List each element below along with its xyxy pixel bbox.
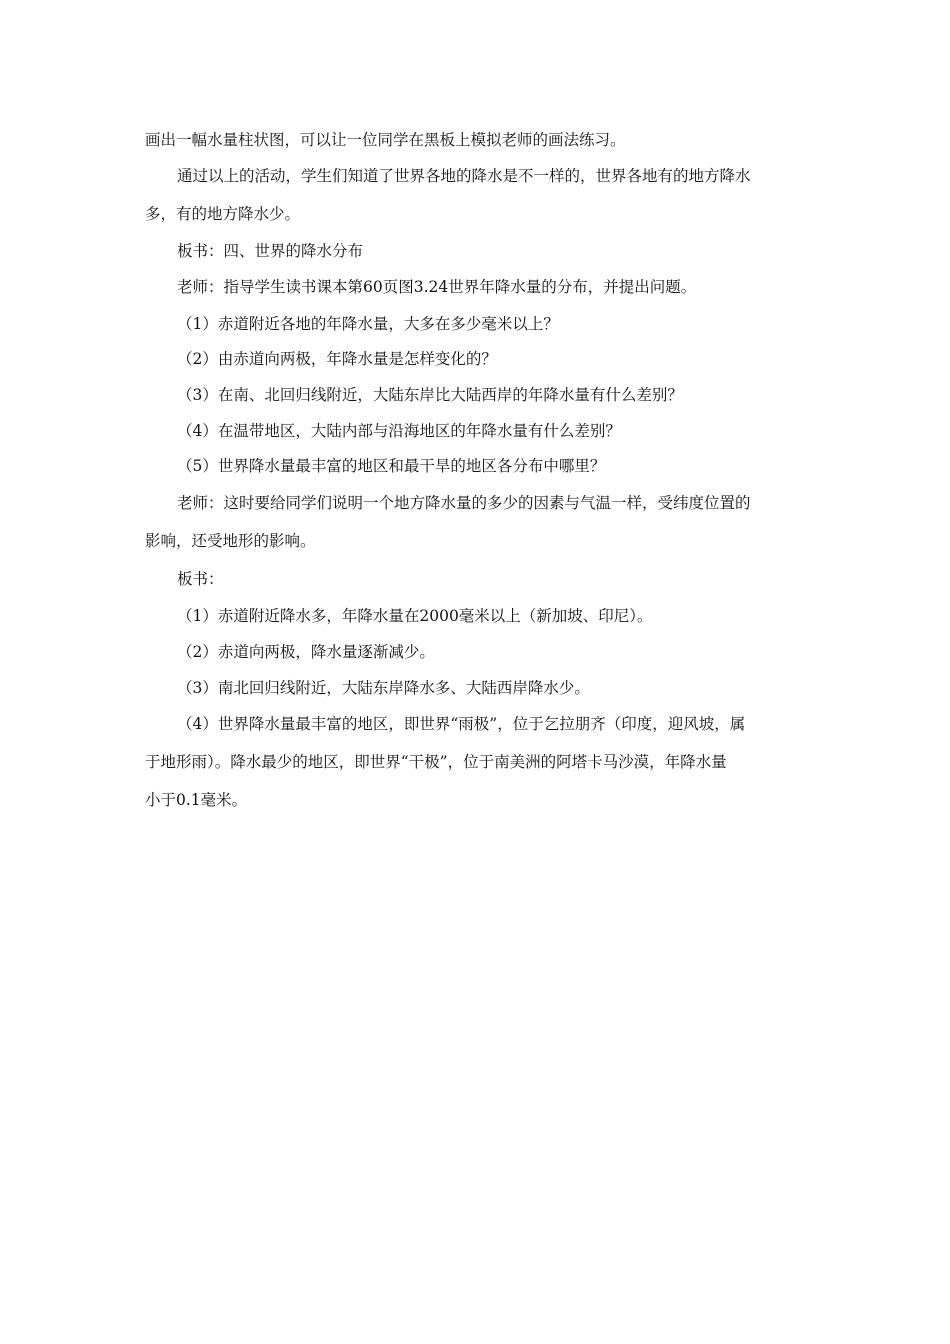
question-item: （1）赤道附近各地的年降水量，大多在多少毫米以上？ [177, 315, 559, 333]
board-item: 小于0.1毫米。 [145, 791, 248, 809]
board-item: （2）赤道向两极，降水量逐渐减少。 [177, 643, 435, 661]
board-item: （3）南北回归线附近，大陆东岸降水多、大陆西岸降水少。 [177, 679, 590, 697]
board-item: （1）赤道附近降水多，年降水量在2000毫米以上（新加坡、印尼）。 [177, 607, 653, 625]
question-item: （5）世界降水量最丰富的地区和最干旱的地区各分布中哪里？ [177, 457, 606, 475]
board-heading: 板书： [177, 570, 224, 588]
question-item: （2）由赤道向两极，年降水量是怎样变化的？ [177, 350, 497, 368]
question-item: （4）在温带地区，大陆内部与沿海地区的年降水量有什么差别？ [177, 422, 621, 440]
question-item: （3）在南、北回归线附近，大陆东岸比大陆西岸的年降水量有什么差别？ [177, 386, 683, 404]
paragraph-line: 多，有的地方降水少。 [145, 205, 301, 223]
board-item: （4）世界降水量最丰富的地区，即世界“雨极”，位于乞拉朋齐（印度，迎风坡，属 [177, 715, 746, 733]
paragraph-line: 画出一幅水量柱状图，可以让一位同学在黑板上模拟老师的画法练习。 [145, 131, 626, 149]
board-item: 于地形雨）。降水最少的地区，即世界“干极”，位于南美洲的阿塔卡马沙漠，年降水量 [145, 753, 727, 771]
paragraph-line: 老师：指导学生读书课本第60页图3.24世界年降水量的分布，并提出问题。 [177, 278, 697, 296]
paragraph-line: 通过以上的活动，学生们知道了世界各地的降水是不一样的，世界各地有的地方降水 [177, 167, 751, 185]
paragraph-line: 老师：这时要给同学们说明一个地方降水量的多少的因素与气温一样，受纬度位置的 [177, 494, 751, 512]
paragraph-line: 影响，还受地形的影响。 [145, 532, 316, 550]
board-heading: 板书：四、世界的降水分布 [177, 242, 364, 260]
